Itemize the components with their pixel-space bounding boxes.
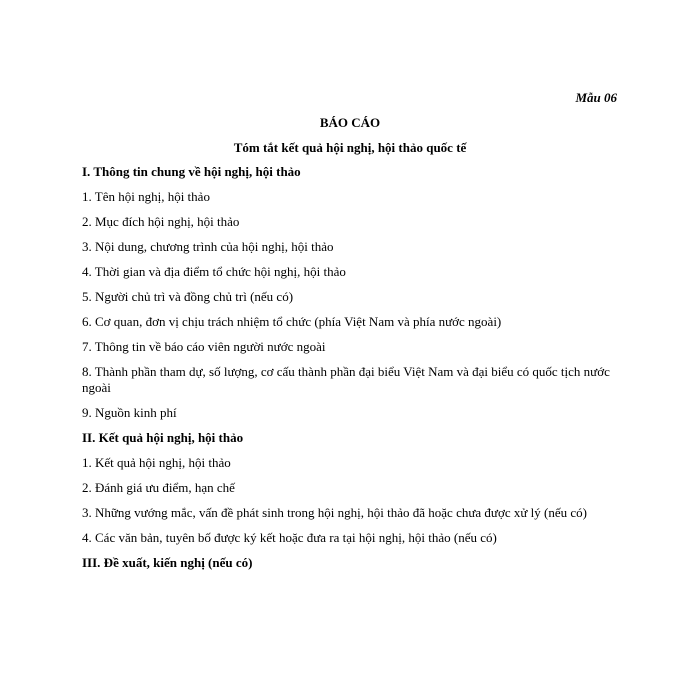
report-content	[82, 164, 622, 580]
form-number: Mẫu 06	[575, 90, 617, 105]
section-heading-2: II. Kết quả hội nghị, hội thảo	[82, 430, 244, 445]
section-1-item-7: 7. Thông tin về báo cáo viên người nước ngoài	[82, 339, 326, 354]
section-2-item-2: 2. Đánh giá ưu điểm, hạn chế	[82, 480, 235, 495]
section-heading-1: I. Thông tin chung về hội nghị, hội thảo	[82, 164, 301, 179]
section-1-item-9: 9. Nguồn kinh phí	[82, 405, 177, 420]
section-1-item-4: 4. Thời gian và địa điểm tổ chức hội nghị, hội thảo	[82, 264, 346, 279]
section-2-item-1: 1. Kết quả hội nghị, hội thảo	[82, 455, 231, 470]
section-1-item-5: 5. Người chủ trì và đồng chủ trì (nếu có)	[82, 289, 294, 304]
section-heading-3: III. Đề xuất, kiến nghị (nếu có)	[82, 555, 253, 570]
section-1-item-3: 3. Nội dung, chương trình của hội nghị, hội thảo	[82, 239, 334, 254]
section-1-item-1: 1. Tên hội nghị, hội thảo	[82, 189, 210, 204]
section-2-item-3: 3. Những vướng mắc, vấn đề phát sinh trong hội nghị, hội thảo đã hoặc chưa được xử lý (nếu có)	[82, 505, 587, 520]
report-title: BÁO CÁO	[319, 115, 381, 130]
report-subtitle: Tóm tắt kết quả hội nghị, hội thảo quốc tế	[233, 140, 467, 155]
section-2-item-4: 4. Các văn bản, tuyên bố được ký kết hoặc đưa ra tại hội nghị, hội thảo (nếu có)	[82, 530, 497, 545]
section-1-item-6: 6. Cơ quan, đơn vị chịu trách nhiệm tổ chức (phía Việt Nam và phía nước ngoài)	[82, 314, 502, 329]
section-1-item-2: 2. Mục đích hội nghị, hội thảo	[82, 214, 240, 229]
section-1-item-8: 8. Thành phần tham dự, số lượng, cơ cấu thành phần đại biểu Việt Nam và đại biểu có quốc tịch nước ngoài	[82, 364, 610, 395]
